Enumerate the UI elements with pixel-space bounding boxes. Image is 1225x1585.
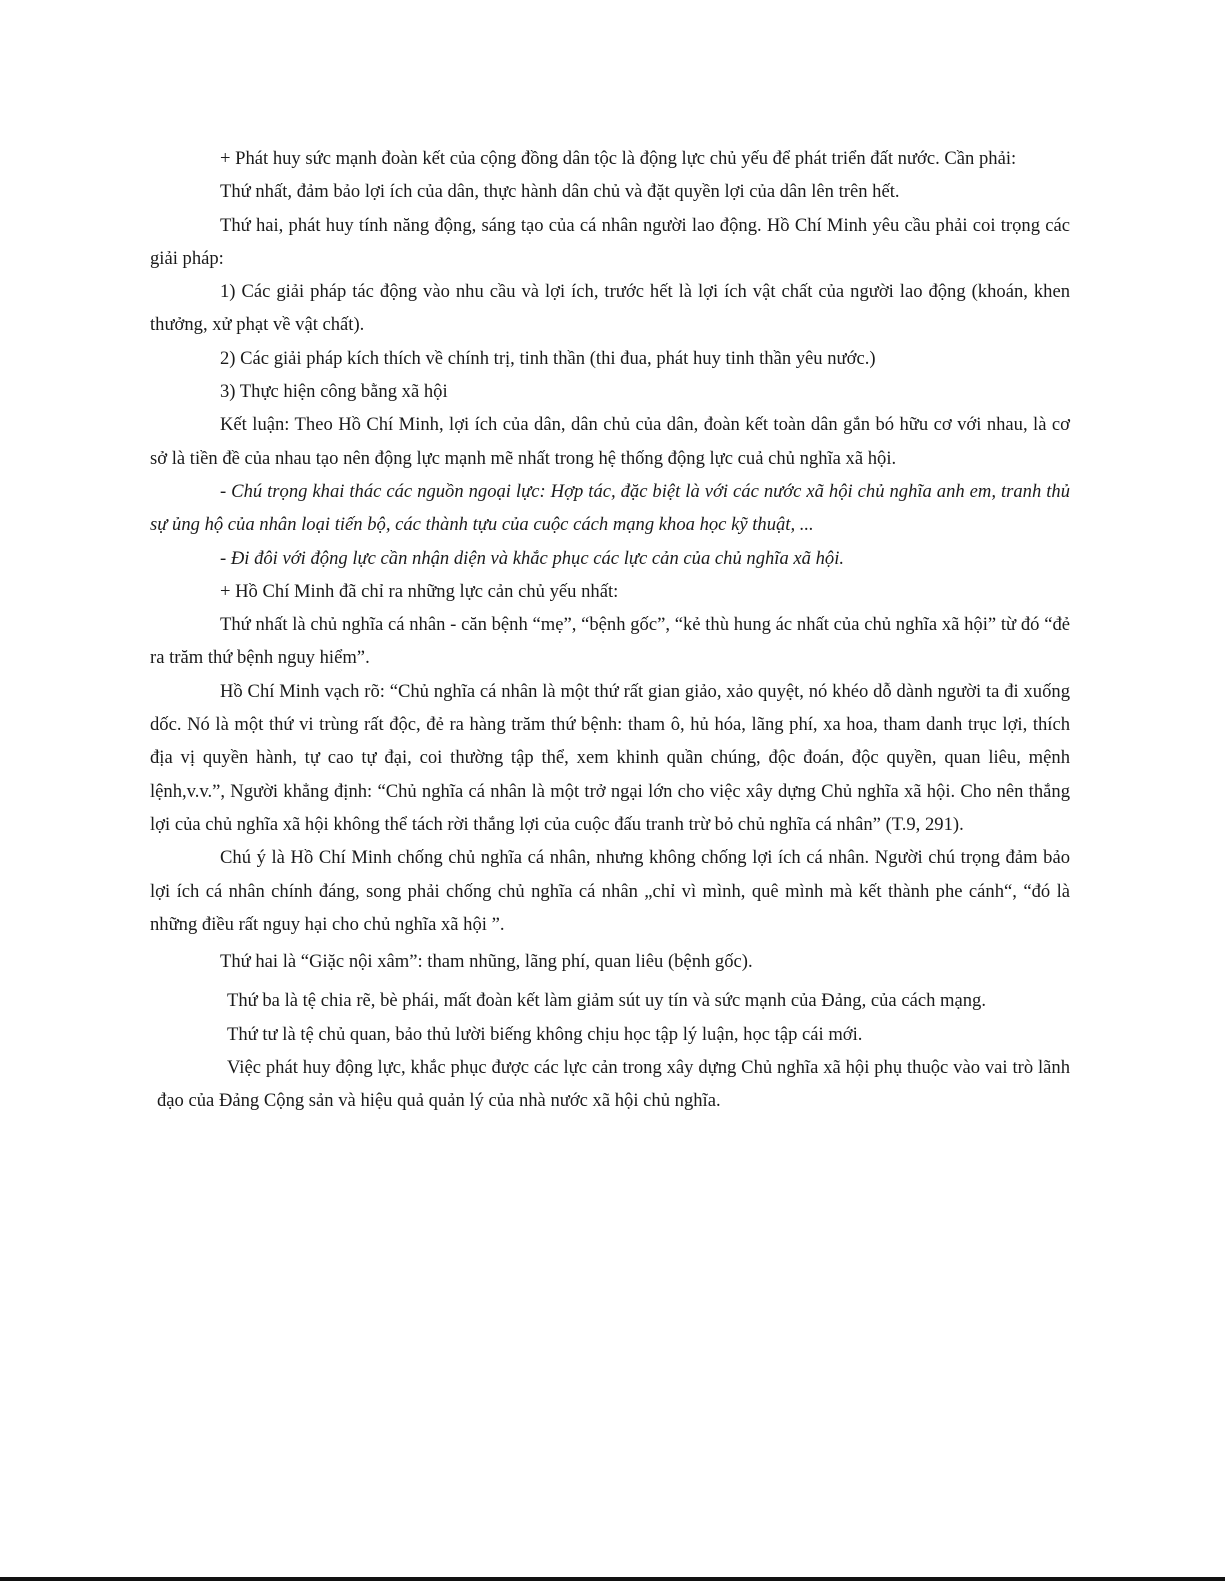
document-body <box>150 142 1070 1118</box>
list-item-solution-2: 2) Các giải pháp kích thích về chính trị, tinh thần (thi đua, phát huy tinh thần yêu nước.) <box>220 347 876 369</box>
list-item-solution-3: 3) Thực hiện công bằng xã hội <box>220 381 448 403</box>
paragraph-note-individual-interest: Chú ý là Hồ Chí Minh chống chủ nghĩa cá nhân, nhưng không chống lợi ích cá nhân. Người chú trọng đảm bảo lợi ích cá nhân chính đáng, song phải chống chủ nghĩa cá nhân „chỉ vì mình, quê mình mà kết thành phe cánh“, “đó là những điều rất nguy hại cho chủ nghĩa xã hội ”. <box>150 847 1070 935</box>
paragraph-fourth-subjectivism: Thứ tư là tệ chủ quan, bảo thủ lười biếng không chịu học tập lý luận, học tập cái mới. <box>227 1023 863 1045</box>
paragraph-first-individualism: Thứ nhất là chủ nghĩa cá nhân - căn bệnh “mẹ”, “bệnh gốc”, “kẻ thù hung ác nhất của chủ nghĩa xã hội” từ đó “đẻ ra trăm thứ bệnh nguy hiểm”. <box>150 614 1070 669</box>
paragraph-obstacles-intro: - Đi đôi với động lực cần nhận diện và khắc phục các lực cản của chủ nghĩa xã hội. <box>220 547 845 569</box>
paragraph-external-forces: - Chú trọng khai thác các nguồn ngoại lực: Hợp tác, đặc biệt là với các nước xã hội chủ nghĩa anh em, tranh thủ sự ủng hộ của nhân loại tiến bộ, các thành tựu của cuộc cách mạng khoa học kỹ thuật, ... <box>150 480 1070 536</box>
paragraph-third-division: Thứ ba là tệ chia rẽ, bè phái, mất đoàn kết làm giảm sút uy tín và sức mạnh của Đảng, của cách mạng. <box>227 990 986 1012</box>
paragraph-main-obstacles: + Hồ Chí Minh đã chỉ ra những lực cản chủ yếu nhất: <box>220 580 619 602</box>
paragraph-first-benefit: Thứ nhất, đảm bảo lợi ích của dân, thực hành dân chủ và đặt quyền lợi của dân lên trên hết. <box>220 181 900 203</box>
paragraph-second-creativity: Thứ hai, phát huy tính năng động, sáng tạo của cá nhân người lao động. Hồ Chí Minh yêu cầu phải coi trọng các giải pháp: <box>150 214 1070 269</box>
paragraph-closing: Việc phát huy động lực, khắc phục được các lực cản trong xây dựng Chủ nghĩa xã hội phụ thuộc vào vai trò lãnh đạo của Đảng Cộng sản và hiệu quả quản lý của nhà nước xã hội chủ nghĩa. <box>157 1057 1070 1112</box>
paragraph-second-corruption: Thứ hai là “Giặc nội xâm”: tham nhũng, lãng phí, quan liêu (bệnh gốc). <box>220 951 753 973</box>
list-item-solution-1: 1) Các giải pháp tác động vào nhu cầu và lợi ích, trước hết là lợi ích vật chất của người lao động (khoán, khen thưởng, xử phạt về vật chất). <box>150 281 1070 336</box>
paragraph-solidarity: + Phát huy sức mạnh đoàn kết của cộng đồng dân tộc là động lực chủ yếu để phát triển đất nước. Cần phải: <box>220 148 1017 169</box>
paragraph-quote-individualism: Hồ Chí Minh vạch rõ: “Chủ nghĩa cá nhân là một thứ rất gian giảo, xảo quyệt, nó khéo dỗ dành người ta đi xuống dốc. Nó là một thứ vi trùng rất độc, đẻ ra hàng trăm thứ bệnh: tham ô, hủ hóa, lãng phí, xa hoa, tham danh trục lợi, thích địa vị quyền hành, tự cao tự đại, coi thường tập thể, xem khinh quần chúng, độc đoán, độc quyền, quan liêu, mệnh lệnh,v.v.”, Người khẳng định: “Chủ nghĩa cá nhân là một trở ngại lớn cho việc xây dựng Chủ nghĩa xã hội. Cho nên thắng lợi của chủ nghĩa xã hội không thể tách rời thắng lợi của cuộc đấu tranh trừ bỏ chủ nghĩa cá nhân” (T.9, 291). <box>150 680 1070 835</box>
bottom-border-line <box>0 1577 1225 1581</box>
paragraph-conclusion: Kết luận: Theo Hồ Chí Minh, lợi ích của dân, dân chủ của dân, đoàn kết toàn dân gắn bó hữu cơ với nhau, là cơ sở là tiền đề của nhau tạo nên động lực mạnh mẽ nhất trong hệ thống động lực cuả chủ nghĩa xã hội. <box>150 414 1070 469</box>
